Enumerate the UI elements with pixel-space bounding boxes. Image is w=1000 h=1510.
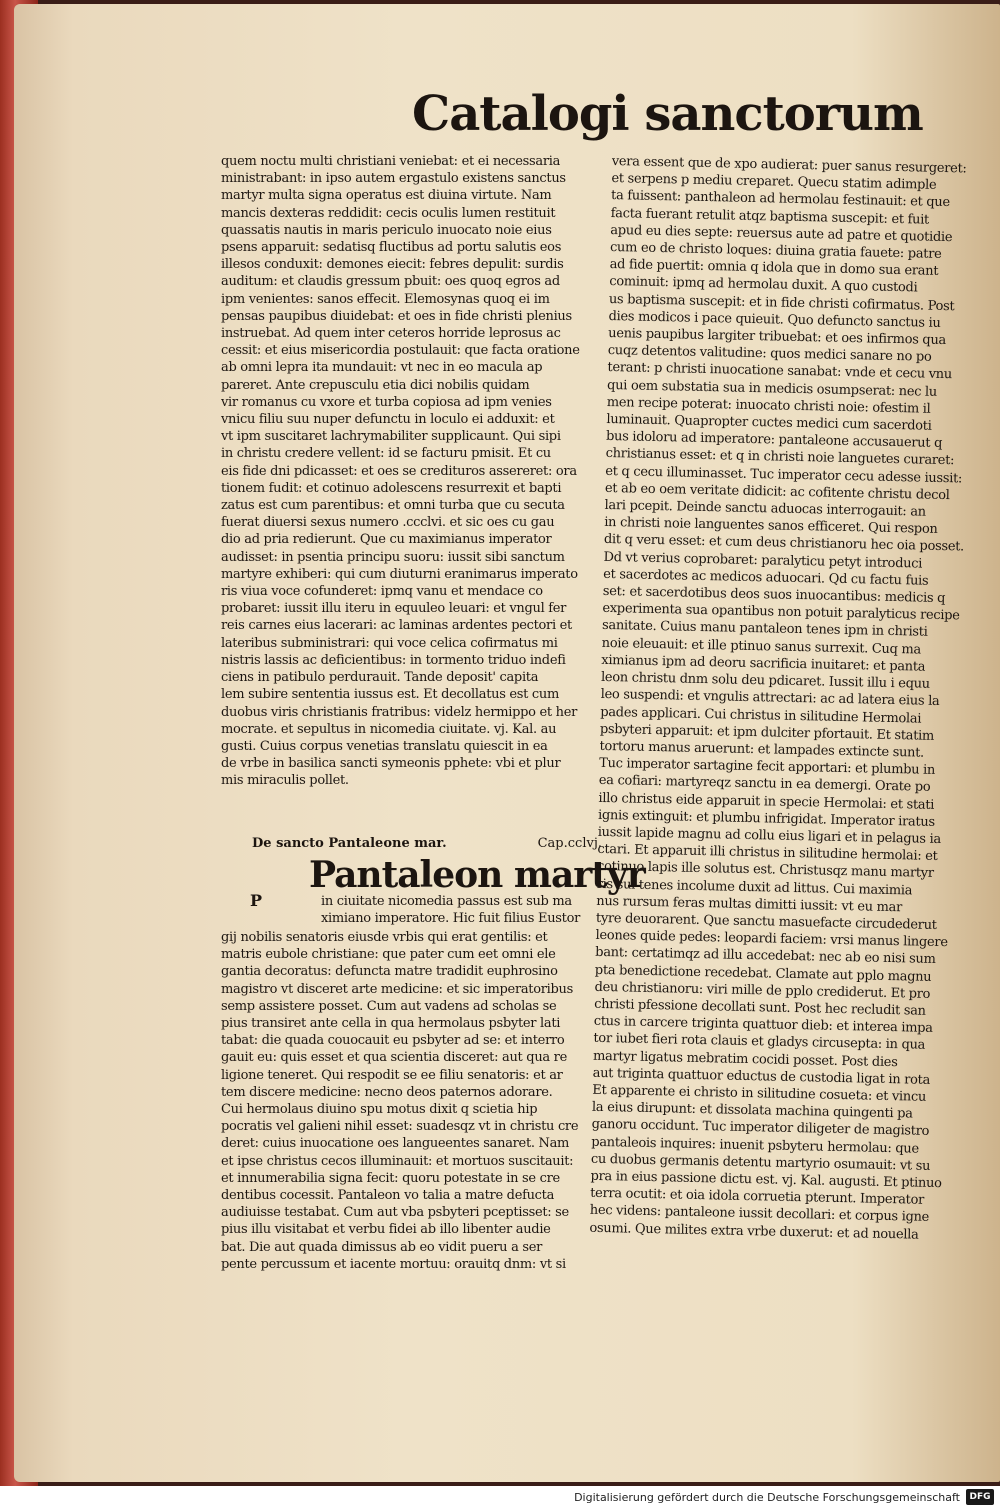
text-line: christi pfessione decollati sunt. Post hec recludit san [594,996,926,1019]
text-line: dio ad pria redierunt. Que cu maximianus imperator [221,532,552,548]
page-header: Catalogi sanctorum [412,86,923,142]
text-line: noie eleuauit: et ille ptinuo sanus surrexit. Cuq ma [601,635,922,658]
text-line: zatus est cum parentibus: et omni turba que cu secuta [221,498,565,514]
text-line: bat. Die aut quada dimissus ab eo vidit pueru a ser [221,1239,543,1255]
text-line: pocratis vel galieni nihil esset: suadesqz vt in christu cre [221,1119,579,1135]
text-line: reis carnes eius lacerari: ac laminas ardentes pectori et [221,618,572,634]
left-column-beside-initial [321,893,601,927]
text-line: ganoru occidunt. Tuc imperator diligeter de magistro [591,1117,930,1140]
left-column-bottom [221,929,599,1273]
text-line: bus idoloru ad imperatore: pantaleone accusauerut q [605,429,943,452]
text-line: in christu credere vellent: id se facturu pmisit. Et cu [221,446,551,462]
text-line: ta fuissent: panthaleon ad hermolau festinauit: et que [610,188,950,211]
text-line: bant: certatimqz ad illu accedebat: nec ab eo nisi sum [595,945,936,968]
text-line: instruebat. Ad quem inter ceteros horride leprosus ac [221,326,561,342]
left-column-top [221,153,599,790]
text-line: deu christianoru: viri mille de pplo crediderut. Et pro [594,979,931,1002]
text-line: qui oem substatia sua in medicis osumpserat: nec lu [606,377,938,400]
text-line: audiuisse testabat. Cum aut vba psbyteri pceptisset: se [221,1205,569,1221]
text-line: deret: cuius inuocatione oes langueentes sanaret. Nam [221,1136,570,1152]
text-line: pta benedictione recedebat. Clamate aut pplo magnu [594,962,932,985]
text-line: ministrabant: in ipso autem ergastulo existens sanctus [221,171,566,187]
text-line: de vrbe in basilica sancti symeonis pphete: vbi et plur [221,756,561,772]
text-line: terant: p christi inuocatione sanabat: vnde et cecu vnu [607,360,953,383]
footer-credit: Digitalisierung gefördert durch die Deutsche Forschungsgemeinschaft [574,1491,960,1504]
text-line: et ipse christus cecos illuminauit: et mortuos suscitauit: [221,1153,574,1169]
text-line: in ciuitate nicomedia passus est sub ma [321,894,572,909]
text-line: cessit: et eius misericordia postulauit: que facta oratione [221,343,580,359]
text-line: ctari. Et apparuit illi christus in silitudine hermolai: et [597,841,938,865]
text-line: et ab eo oem veritate didicit: ac cofitente christu decol [604,480,950,504]
text-line: pius transiret ante cella in qua hermolaus psbyter lati [221,1016,561,1032]
text-line: vir romanus cu vxore et turba copiosa ad ipm venies [221,394,552,410]
text-line: cominuit: ipmq ad hermolau duxit. A quo custodi [609,274,918,296]
chapter-title: De sancto Pantaleone mar. [252,836,447,851]
text-line: facta fuerant retulit atqz baptisma suscepit: et fuit [610,205,930,228]
text-line: cotinuo lapis ille solutus est. Christusqz manu martyr [596,859,934,882]
text-line: ris sui tenes incolume duxit ad littus. Cui maximia [596,876,913,898]
text-line: hec videns: pantaleone iussit decollari: et corpus igne [589,1203,930,1226]
footer-bar [0,1486,1000,1510]
text-line: gij nobilis senatoris eiusde vrbis qui erat gentilis: et [221,930,548,945]
saint-title: Pantaleon martyr [309,854,645,896]
text-line: psens apparuit: sedatisq fluctibus ad portu salutis eos [221,240,562,256]
text-line: tyre deuorarent. Que sanctu masuefacte circudederut [595,910,937,933]
text-line: Dd vt verius coprobaret: paralyticu petyt introduci [603,549,923,572]
dfg-logo: DFG [966,1489,994,1505]
text-line: quem noctu multi christiani veniebat: et ei necessaria [221,154,561,169]
text-line: eis fide dni pdicasset: et oes se credituros assereret: ora [221,463,577,479]
text-line: fuerat diuersi sexus numero .ccclvi. et sic oes cu gau [221,515,555,531]
text-line: pente percussum et iacente mortuu: orauitq dnm: vt si [221,1256,566,1272]
text-line: pra in eius passione dictu est. vj. Kal. augusti. Et ptinuo [590,1168,942,1192]
text-line: lari pcepit. Deinde sanctu aduocas interrogauit: an [604,497,926,520]
initial-letter: P [250,891,263,910]
text-line: pantaleois inquires: inuenit psbyteru hermolau: que [591,1134,920,1157]
text-line: Cui hermolaus diuino spu motus dixit q scietia hip [221,1102,538,1118]
book-page [14,4,1000,1482]
text-line: christianus esset: et q in christi noie languetes curaret: [605,446,955,469]
text-line: et serpens p mediu creparet. Quecu statim adimple [611,171,937,194]
text-line: ad fide puertit: omnia q idola que in domo sua erant [609,257,939,280]
text-line: leo suspendi: et vngulis attrectari: ac ad latera eius la [600,687,940,710]
text-line: dentibus cocessit. Pantaleon vo talia a matre defucta [221,1188,555,1204]
text-line: osumi. Que milites extra vrbe duxerut: et ad nouella [589,1220,919,1243]
chapter-number: Cap.cclvj. [537,836,602,851]
text-line: ris viua voce cofunderet: ipmq vanu et mendace co [221,584,543,600]
text-line: ignis extinguit: et plumbu infrigidat. Imperator iratus [597,807,935,830]
text-line: pius illu visitabat et verbu fidei ab illo libenter audie [221,1222,551,1238]
text-line: lateribus subministrari: qui voce celica cofirmatus mi [221,635,558,651]
text-line: dit q veru esset: et cum deus christianoru hec oia posset. [603,532,965,555]
text-line: terra ocutit: et oia idola corruetia pterunt. Imperator [590,1185,925,1208]
text-line: aut triginta quattuor eductus de custodia ligat in rota [592,1065,931,1088]
text-line: magistro vt disceret arte medicine: et sic imperatoribus [221,981,573,997]
text-line: ctus in carcere triginta quattuor dieb: et interea impa [593,1013,933,1037]
text-line: set: et sacerdotibus deos suos inuocantibus: medicis q [602,583,946,607]
text-line: tionem fudit: et cotinuo adolescens resurrexit et bapti [221,480,562,496]
text-line: semp assistere posset. Cum aut vadens ad scholas se [221,998,557,1014]
text-line: mancis dexteras reddidit: cecis oculis lumen restituit [221,205,556,221]
text-line: iussit lapide magnu ad collu eius ligari et in pelagus ia [597,824,942,847]
right-column [589,153,978,1244]
text-line: ipm venientes: sanos effecit. Elemosynas quoq ei im [221,291,550,307]
text-line: probaret: iussit illu iteru in equuleo leuari: et vngul fer [221,601,567,617]
text-line: et sacerdotes ac medicos aduocari. Qd cu factu fuis [603,566,929,589]
text-line: et q cecu illuminasset. Tuc imperator cecu adesse iussit: [605,463,963,487]
text-line: vera essent que de xpo audierat: puer sanus resurgeret: [611,153,967,177]
text-line: tor iubet fieri rota clauis et gladys circusepta: in qua [593,1031,926,1054]
text-line: gantia decoratus: defuncta matre tradidit euphrosino [221,964,558,980]
text-line: auditum: et claudis gressum pbuit: oes quoq egros ad [221,274,560,290]
text-line: psbyteri apparuit: et ipm dulciter pfortauit. Et statim [599,721,935,744]
text-line: matris eubole christiane: que pater cum eet omni ele [221,947,556,963]
text-line: gusti. Cuius corpus venetias translatu quiescit in ea [221,738,548,754]
text-line: gauit eu: quis esset et qua scientia disceret: aut qua re [221,1050,567,1066]
text-line: pades applicari. Cui christus in silitudine Hermolai [600,704,922,727]
text-line: quassatis nautis in maris periculo inuocato noie eius [221,222,552,238]
text-line: lem subire sententia iussus est. Et decollatus est cum [221,687,560,703]
text-line: leon christu dnm solu deu pdicaret. Iussit illu i equu [600,669,930,692]
text-line: dies modicos i pace quieuit. Quo defuncto sanctus iu [608,308,941,331]
chapter-heading [252,836,602,851]
text-line: ximiano imperatore. Hic fuit filius Eustor [321,911,581,927]
text-line: apud eu dies septe: reuersus aute ad patre et quotidie [610,222,953,245]
text-line: Et apparente ei christo in silitudine cosueta: et vincu [592,1082,927,1105]
text-line: ximianus ipm ad deoru sacrificia inuitaret: et panta [601,652,926,675]
text-line: vnicu filiu suu nuper defunctu in loculo ei adduxit: et [221,412,555,428]
text-line: ea cofiari: martyreqz sanctu in ea demergi. Orate po [598,773,931,796]
text-line: audisset: in psentia principu suoru: iussit sibi sanctum [221,549,565,565]
text-line: cu duobus germanis detentu martyrio osumauit: vt su [590,1151,931,1174]
text-line: pensas paupibus diuidebat: et oes in fide christi plenius [221,308,572,324]
text-line: nus rursum feras multas dimitti iussit: vt eu mar [596,893,903,915]
text-line: luminauit. Quapropter cuctes medici cum sacerdoti [606,411,932,434]
text-line: tabat: die quada couocauit eu psbyter ad se: et interro [221,1033,565,1049]
text-line: ab omni lepra ita mundauit: vt nec in eo macula ap [221,360,543,376]
text-line: nistris lassis ac deficientibus: in tormento triduo indefi [221,652,566,668]
text-line: experimenta sua opantibus non potuit paralyticus recipe [602,601,960,624]
text-line: duobus viris christianis fratribus: videlz hermippo et her [221,704,578,720]
text-line: illesos conduxit: demones eiecit: febres depulit: surdis [221,257,564,273]
text-line: Tuc imperator sartagine fecit apportari: et plumbu in [599,755,936,779]
text-line: leones quide pedes: leopardi faciem: vrsi manus lingere [595,927,948,951]
text-line: uenis paupibus largiter tribuebat: et oes infirmos qua [608,325,947,349]
text-line: cum eo de christo loques: diuina gratia fauete: patre [609,239,942,262]
text-line: mis miraculis pollet. [221,773,349,789]
text-line: in christi noie languentes sanos efficeret. Qui respon [604,515,938,538]
text-line: sanitate. Cuius manu pantaleon tenes ipm in christi [601,618,928,641]
text-line: ciens in patibulo perdurauit. Tande deposit' capita [221,670,539,686]
text-line: illo christus eide apparuit in specie Hermolai: et stati [598,790,935,813]
text-line: mocrate. et sepultus in nicomedia ciuitate. vj. Kal. au [221,721,557,737]
text-line: tortoru manus aruerunt: et lampades extincte sunt. [599,738,925,761]
text-line: martyr ligatus mebratim cocidi posset. Post dies [592,1048,898,1070]
text-line: la eius dirupunt: et dissolata machina quingenti pa [591,1099,913,1122]
text-line: us baptisma suscepit: et in fide christi cofirmatus. Post [608,291,955,314]
text-line: martyr multa signa operatus est diuina virtute. Nam [221,188,552,204]
text-line: vt ipm suscitaret lachrymabiliter supplicaunt. Qui sipi [221,429,561,445]
text-line: pareret. Ante crepusculu etia dici nobilis quidam [221,377,530,393]
text-line: ligione teneret. Qui respodit se ee filiu senatoris: et ar [221,1067,563,1083]
text-line: et innumerabilia signa fecit: quoru potestate in se cre [221,1170,560,1186]
text-line: martyre exhiberi: qui cum diuturni eranimarus imperato [221,566,578,582]
text-line: men recipe poterat: inuocato christi noie: ofestim il [606,394,931,417]
text-line: cuqz detentos valitudine: quos medici sanare no po [607,343,932,365]
text-line: tem discere medicine: necno deos paternos adorare. [221,1084,553,1100]
